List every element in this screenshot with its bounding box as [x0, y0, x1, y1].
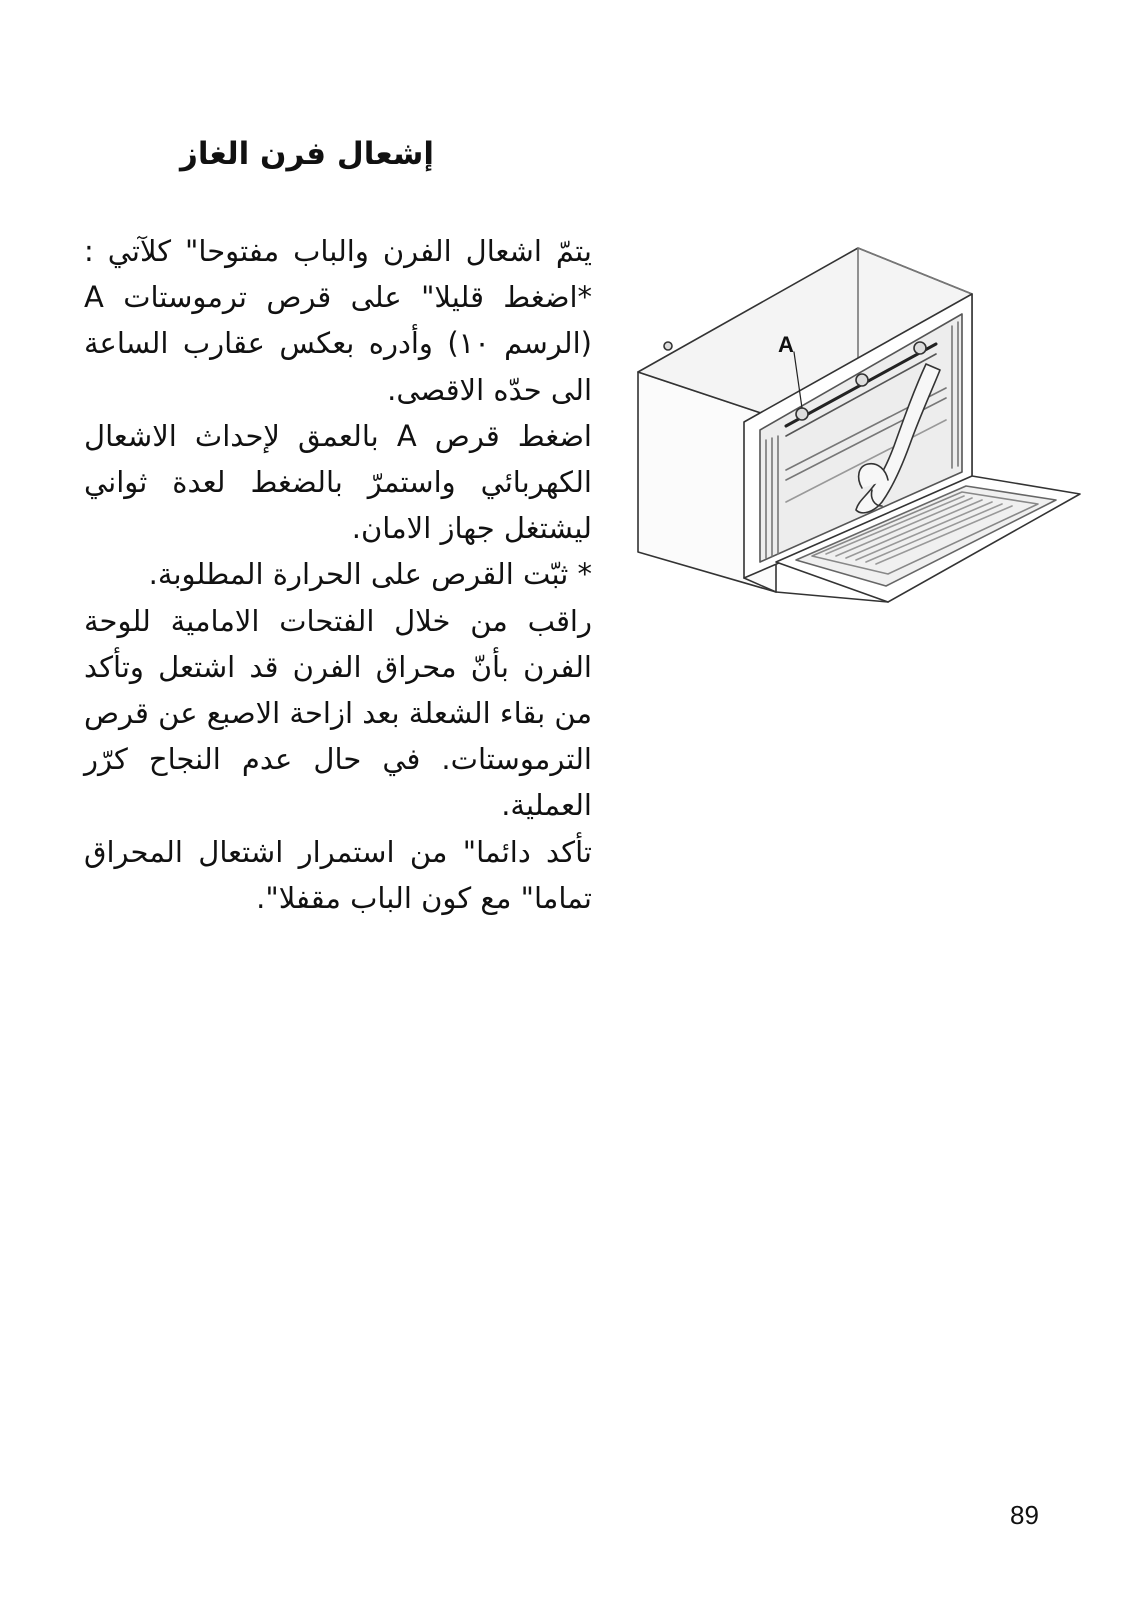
paragraph-check-flame: راقب من خلال الفتحات الامامية للوحة الفرن بأنّ محراق الفرن قد اشتعل وتأكد من بقاء الشعلة بعد ازاحة الاصبع عن قرص الترموستات. في حال عدم النجاح كرّر العملية. [84, 603, 592, 823]
page-number: 89 [1010, 1500, 1039, 1530]
paragraph-door-closed: تأكد دائما" من استمرار اشتعال المحراق تماما" مع كون الباب مقفلا". [84, 834, 592, 915]
paragraph-press-knob: اضغط قرص A بالعمق لإحداث الاشعال الكهربائي واستمرّ بالضغط لعدة ثواني ليشتغل جهاز الامان. [84, 418, 592, 546]
paragraph-ignition-step: يتمّ اشعال الفرن والباب مفتوحا" كلآتي : *اضغط قليلا" على قرص ترموستات A (الرسم ١٠) وأدره بعكس عقارب الساعة الى حدّه الاقصى. [84, 234, 592, 407]
figure-label-a: A [778, 332, 794, 357]
paragraph-set-temperature: * ثبّت القرص على الحرارة المطلوبة. [148, 557, 592, 592]
page-title: إشعال فرن الغاز [179, 136, 434, 172]
instructions-text [84, 228, 592, 921]
oven-illustration [636, 240, 1082, 660]
